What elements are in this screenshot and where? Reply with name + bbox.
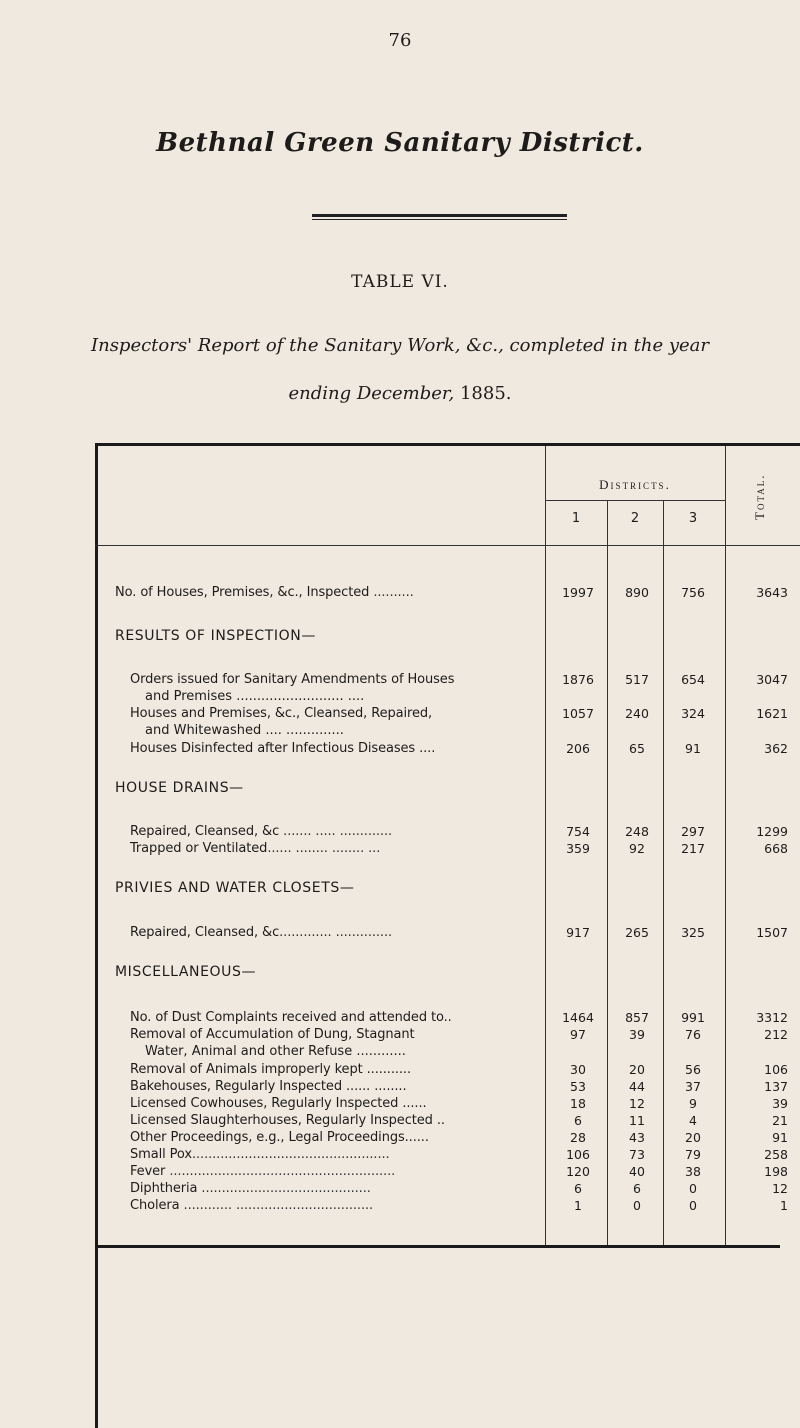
row-label: Houses and Premises, &c., Cleansed, Repaired, <box>130 706 433 721</box>
cell-d1: 917 <box>566 925 590 940</box>
header-bottom-rule <box>95 545 800 546</box>
table-bottom-rule <box>95 1245 780 1248</box>
table-row <box>0 1147 800 1163</box>
cell-d3: 297 <box>681 824 705 839</box>
cell-total: 91 <box>772 1130 788 1145</box>
row-label: Removal of Animals improperly kept ........... <box>130 1062 411 1077</box>
districts-header: Districts. <box>599 477 671 492</box>
cell-total: 137 <box>764 1079 788 1094</box>
row-label: Licensed Cowhouses, Regularly Inspected ...... <box>130 1096 427 1111</box>
cell-total: 3047 <box>756 672 788 687</box>
cell-d2: 517 <box>625 672 649 687</box>
cell-d1: 28 <box>570 1130 586 1145</box>
cell-d3: 38 <box>685 1164 701 1179</box>
cell-d2: 11 <box>629 1113 645 1128</box>
row-label-continued: and Premises .......................... .... <box>145 689 365 704</box>
cell-d2: 43 <box>629 1130 645 1145</box>
table-title: TABLE VI. <box>351 272 449 292</box>
table-row <box>0 1181 800 1197</box>
cell-d1: 1 <box>574 1198 582 1213</box>
cell-total: 3312 <box>756 1010 788 1025</box>
districts-underline <box>545 500 725 501</box>
table-row <box>0 925 800 941</box>
cell-d3: 991 <box>681 1010 705 1025</box>
table-row <box>0 672 800 688</box>
cell-d2: 39 <box>629 1027 645 1042</box>
subtitle-ending: ending December, <box>288 383 455 404</box>
cell-d2: 6 <box>633 1181 641 1196</box>
section-results: RESULTS OF INSPECTION— <box>115 628 316 644</box>
cell-d2: 40 <box>629 1164 645 1179</box>
row-label: Orders issued for Sanitary Amendments of Houses <box>130 672 455 687</box>
cell-d1: 53 <box>570 1079 586 1094</box>
row-label: Small Pox................................................. <box>130 1147 390 1162</box>
cell-d1: 359 <box>566 841 590 856</box>
cell-total: 258 <box>764 1147 788 1162</box>
cell-d3: 91 <box>685 741 701 756</box>
row-label: Repaired, Cleansed, &c............. .............. <box>130 925 393 940</box>
cell-d2: 0 <box>633 1198 641 1213</box>
row-label: Trapped or Ventilated...... ........ ........ ... <box>130 841 381 856</box>
table-row <box>0 841 800 857</box>
subtitle-line-2 <box>0 370 800 418</box>
cell-total: 212 <box>764 1027 788 1042</box>
cell-d3: 4 <box>689 1113 697 1128</box>
table-row <box>0 585 800 601</box>
cell-d2: 240 <box>625 706 649 721</box>
table-row <box>0 1113 800 1129</box>
cell-d2: 20 <box>629 1062 645 1077</box>
table-row <box>0 706 800 722</box>
subtitle-line-1: Inspectors' Report of the Sanitary Work, &c., completed in the year <box>90 335 709 356</box>
row-label: Cholera ............ .................................. <box>130 1198 374 1213</box>
cell-total: 39 <box>772 1096 788 1111</box>
cell-d1: 1057 <box>562 706 594 721</box>
cell-total: 12 <box>772 1181 788 1196</box>
cell-d2: 65 <box>629 741 645 756</box>
table-row <box>0 1010 800 1026</box>
cell-d2: 890 <box>625 585 649 600</box>
cell-d2: 92 <box>629 841 645 856</box>
cell-d3: 20 <box>685 1130 701 1145</box>
cell-d3: 56 <box>685 1062 701 1077</box>
cell-total: 1 <box>780 1198 788 1213</box>
cell-d2: 265 <box>625 925 649 940</box>
cell-d3: 79 <box>685 1147 701 1162</box>
cell-d1: 1876 <box>562 672 594 687</box>
section-miscellaneous: MISCELLANEOUS— <box>115 964 257 980</box>
cell-d2: 12 <box>629 1096 645 1111</box>
cell-d1: 120 <box>566 1164 590 1179</box>
cell-d3: 37 <box>685 1079 701 1094</box>
cell-d3: 9 <box>689 1096 697 1111</box>
cell-d1: 206 <box>566 741 590 756</box>
cell-d1: 97 <box>570 1027 586 1042</box>
cell-total: 106 <box>764 1062 788 1077</box>
cell-d1: 106 <box>566 1147 590 1162</box>
table-row <box>0 1062 800 1078</box>
cell-d2: 857 <box>625 1010 649 1025</box>
cell-total: 198 <box>764 1164 788 1179</box>
cell-total: 668 <box>764 841 788 856</box>
cell-d3: 217 <box>681 841 705 856</box>
subtitle-year: 1885. <box>459 383 512 404</box>
row-label-continued: Water, Animal and other Refuse ............ <box>145 1044 406 1059</box>
cell-d1: 1997 <box>562 585 594 600</box>
cell-d3: 325 <box>681 925 705 940</box>
district-2-header: 2 <box>630 511 640 526</box>
row-label: Bakehouses, Regularly Inspected ...... ........ <box>130 1079 407 1094</box>
title-rule <box>312 214 567 220</box>
row-label: No. of Dust Complaints received and attended to.. <box>130 1010 452 1025</box>
table-subtitle <box>0 322 800 418</box>
cell-total: 1299 <box>756 824 788 839</box>
district-1-header: 1 <box>571 511 581 526</box>
row-label: Repaired, Cleansed, &c ....... ..... ............. <box>130 824 393 839</box>
row-label: Other Proceedings, e.g., Legal Proceedings...... <box>130 1130 429 1145</box>
section-privies: PRIVIES AND WATER CLOSETS— <box>115 880 355 896</box>
table-row <box>0 1130 800 1146</box>
section-house-drains: HOUSE DRAINS— <box>115 780 244 796</box>
cell-d1: 18 <box>570 1096 586 1111</box>
cell-d3: 756 <box>681 585 705 600</box>
cell-d3: 324 <box>681 706 705 721</box>
row-label: Removal of Accumulation of Dung, Stagnant <box>130 1027 415 1042</box>
cell-d3: 654 <box>681 672 705 687</box>
cell-d1: 754 <box>566 824 590 839</box>
cell-total: 362 <box>764 741 788 756</box>
cell-d2: 73 <box>629 1147 645 1162</box>
district-3-header: 3 <box>688 511 698 526</box>
table-row <box>0 741 800 757</box>
table-row <box>0 824 800 840</box>
cell-d1: 6 <box>574 1113 582 1128</box>
cell-d1: 1464 <box>562 1010 594 1025</box>
row-label: No. of Houses, Premises, &c., Inspected .......... <box>115 585 414 600</box>
table-row <box>0 1164 800 1180</box>
cell-total: 1507 <box>756 925 788 940</box>
cell-d1: 6 <box>574 1181 582 1196</box>
cell-d3: 76 <box>685 1027 701 1042</box>
page-heading: Bethnal Green Sanitary District. <box>156 128 644 158</box>
cell-total: 21 <box>772 1113 788 1128</box>
row-label: Licensed Slaughterhouses, Regularly Inspected .. <box>130 1113 445 1128</box>
cell-d3: 0 <box>689 1198 697 1213</box>
row-label: Fever ........................................................ <box>130 1164 396 1179</box>
row-label-continued: and Whitewashed .... .............. <box>145 723 344 738</box>
cell-d1: 30 <box>570 1062 586 1077</box>
cell-total: 3643 <box>756 585 788 600</box>
cell-total: 1621 <box>756 706 788 721</box>
cell-d2: 44 <box>629 1079 645 1094</box>
table-row <box>0 1027 800 1043</box>
row-label: Houses Disinfected after Infectious Diseases .... <box>130 741 436 756</box>
table-row <box>0 1096 800 1112</box>
cell-d2: 248 <box>625 824 649 839</box>
cell-d3: 0 <box>689 1181 697 1196</box>
page-number: 76 <box>388 30 412 51</box>
table-row <box>0 1198 800 1214</box>
row-label: Diphtheria .......................................... <box>130 1181 371 1196</box>
table-row <box>0 1079 800 1095</box>
